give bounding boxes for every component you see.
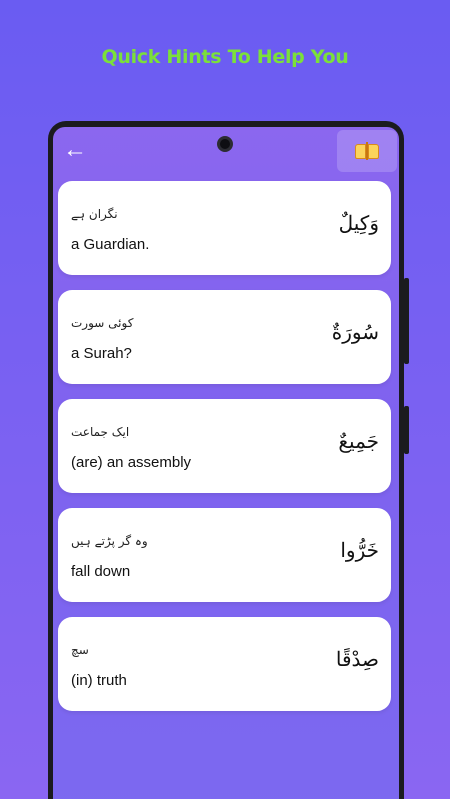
word-card[interactable] xyxy=(58,508,391,602)
arabic-word: سُورَةٌ xyxy=(331,320,379,344)
open-book-icon xyxy=(355,142,379,160)
arabic-word: وَكِيلٌ xyxy=(338,211,379,235)
english-translation: fall down xyxy=(71,563,131,580)
phone-screen xyxy=(53,127,399,799)
urdu-translation: نگران ہے xyxy=(71,207,118,221)
urdu-translation: کوئی سورت xyxy=(71,316,134,330)
word-card[interactable] xyxy=(58,399,391,493)
arabic-word: جَمِيعٌ xyxy=(338,429,379,453)
urdu-translation: سچ xyxy=(71,643,89,657)
urdu-translation: ایک جماعت xyxy=(71,425,130,439)
urdu-translation: وہ گر پڑتے ہیں xyxy=(71,534,148,548)
word-card[interactable] xyxy=(58,290,391,384)
arabic-word: صِدْقًا xyxy=(335,647,379,671)
word-card[interactable] xyxy=(58,617,391,711)
arabic-word: خَرُّوا xyxy=(340,538,379,562)
phone-side-button xyxy=(404,278,409,364)
phone-side-button xyxy=(404,406,409,454)
word-card[interactable] xyxy=(58,181,391,275)
english-translation: a Surah? xyxy=(71,345,132,362)
english-translation: (are) an assembly xyxy=(71,454,192,471)
english-translation: a Guardian. xyxy=(71,236,150,253)
back-arrow-icon[interactable]: ← xyxy=(63,136,87,163)
camera-icon xyxy=(217,136,233,152)
english-translation: (in) truth xyxy=(71,672,127,689)
book-button[interactable] xyxy=(337,130,397,172)
promo-headline: Quick Hints To Help You xyxy=(101,46,349,68)
